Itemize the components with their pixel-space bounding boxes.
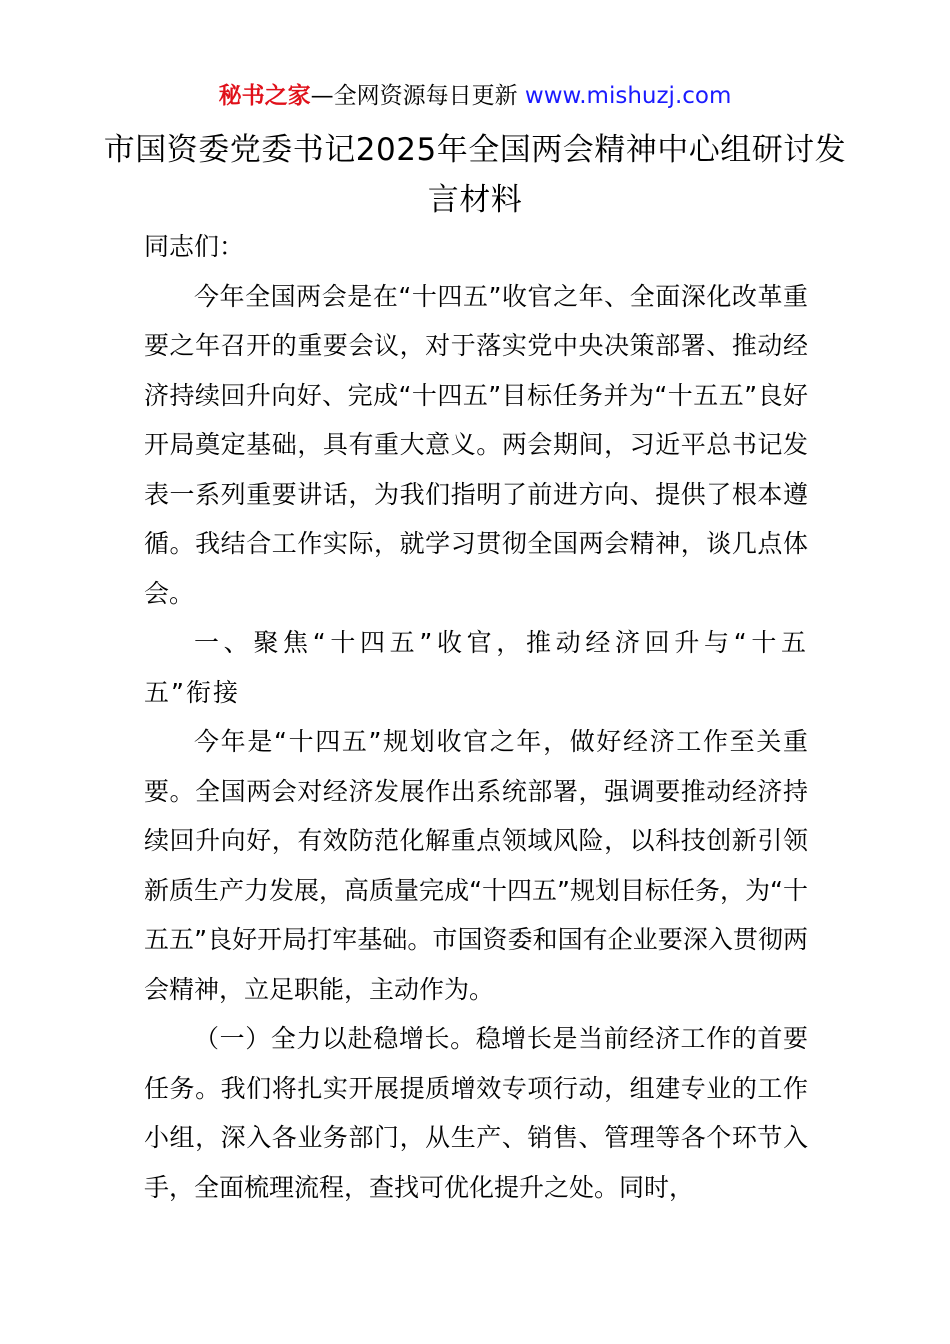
banner-tagline: —全网资源每日更新 bbox=[310, 83, 525, 109]
site-banner bbox=[0, 80, 950, 112]
brand-name: 秘书之家 bbox=[218, 83, 311, 109]
salutation: 同志们： bbox=[144, 232, 245, 261]
document-body bbox=[144, 222, 808, 1212]
document-title: 市国资委党委书记2025年全国两会精神中心组研讨发言材料 bbox=[103, 132, 847, 218]
site-link[interactable]: www.mishuzj.com bbox=[524, 83, 732, 109]
paragraph: 今年全国两会是在“十四五”收官之年、全面深化改革重要之年召开的重要会议，对于落实党中央决策部署、推动经济持续回升向好、完成“十四五”目标任务并为“十五五”良好开局奠定基础，具有重大意义。两会期间，习近平总书记发表一系列重要讲话，为我们指明了前进方向、提供了根本遵循。我结合工作实际，就学习贯彻全国两会精神，谈几点体会。 bbox=[144, 281, 808, 608]
paragraph: （一）全力以赴稳增长。稳增长是当前经济工作的首要任务。我们将扎实开展提质增效专项行动，组建专业的工作小组，深入各业务部门，从生产、销售、管理等各个环节入手，全面梳理流程，查找可优化提升之处。同时， bbox=[144, 1024, 808, 1202]
paragraph: 今年是“十四五”规划收官之年，做好经济工作至关重要。全国两会对经济发展作出系统部署，强调要推动经济持续回升向好，有效防范化解重点领域风险，以科技创新引领新质生产力发展，高质量完成“十四五”规划目标任务，为“十五五”良好开局打牢基础。市国资委和国有企业要深入贯彻两会精神，立足职能，主动作为。 bbox=[144, 727, 808, 1004]
section-heading: 一、聚焦“十四五”收官，推动经济回升与“十五五”衔接 bbox=[144, 628, 808, 707]
